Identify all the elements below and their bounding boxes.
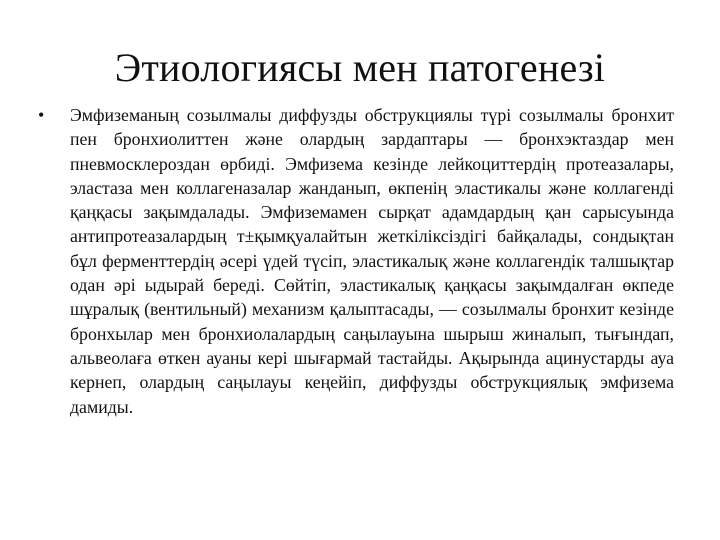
slide-title: Этиологиясы мен патогенезі — [114, 45, 606, 90]
bullet-icon: • — [38, 105, 45, 125]
bullet-paragraph: Эмфиземаның созылмалы диффузды обструкциялы түрі созылмалы бронхит пен бронхиолиттен және олардың зардаптары — бронхэктаздар мен пневмосклероздан өрбиді. Эмфизема кезінде лейкоциттердің протеазалары, эластаза мен коллагеназалар жанданып, өкпенің эластикалы және коллагенді қаңқасы зақымдалады. Эмфиземамен сырқат адамдардың қан сарысуында антипротеазалардың т±қымқуалайтын жеткіліксіздігі байқалады, сондықтан бұл ферменттердің әсері үдей түсіп, эластикалық және коллагендік талшықтар одан әрі ыдырай береді. Сөйтіп, эластикалық қаңқасы зақымдалған өкпеде шұралық (вентильный) механизм қалыптасады, — созылмалы бронхит кезінде бронхылар мен бронхиолалардың саңылауына шырыш жиналып, тығындап, альвеолаға өткен ауаны кері шығармай тастайды. Ақырында ацинустарды ауа кернеп, олардың саңылауы кеңейіп, диффузды обструкциялық эмфизема дамиды. — [70, 105, 674, 417]
